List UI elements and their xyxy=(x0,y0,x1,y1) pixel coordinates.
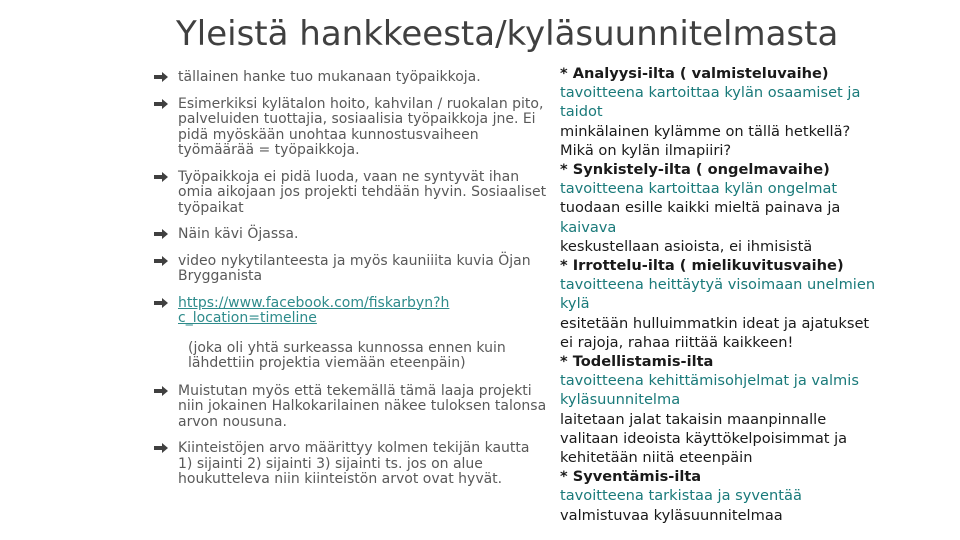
arrow-bullet-icon xyxy=(154,256,168,266)
workshop-line: laitetaan jalat takaisin maanpinnalle xyxy=(560,410,827,428)
bullet-item xyxy=(148,70,548,86)
bullet-item xyxy=(148,97,548,159)
facebook-link[interactable]: https://www.facebook.com/fiskarbyn?h c_location=timeline xyxy=(178,294,450,326)
workshop-line: kaivava xyxy=(560,218,617,236)
workshop-line: * Analyysi-ilta ( valmisteluvaihe) xyxy=(560,65,829,82)
workshop-line: tuodaan esille kaikki mieltä painava ja xyxy=(560,199,841,217)
arrow-bullet-icon xyxy=(154,298,168,308)
workshop-line: valitaan ideoista käyttökelpoisimmat ja xyxy=(560,429,848,447)
bullet-text: Esimerkiksi kylätalon hoito, kahvilan / ruokalan pito, palveluiden tuottajia, sosiaalisia työpaikkoja jne. Ei pidä myöskään unohtaa kunnostusvaiheen työmäärää = työpaikkoja. xyxy=(178,95,544,158)
bullet-text: Työpaikkoja ei pidä luoda, vaan ne syntyvät ihan omia aikojaan jos projekti tehdään hyvin. Sosiaaliset työpaikat xyxy=(178,168,547,216)
workshop-line: tavoitteena kartoittaa kylän osaamiset ja xyxy=(560,84,861,102)
workshop-line: * Synkistely-ilta ( ongelmavaihe) xyxy=(560,161,830,179)
workshop-line: esitetään hulluimmatkin ideat ja ajatukset xyxy=(560,314,870,332)
workshop-line: keskustellaan asioista, ei ihmisistä xyxy=(560,237,813,255)
workshop-line: tavoitteena kartoittaa kylän ongelmat xyxy=(560,180,838,198)
workshop-line: tavoitteena heittäytyä visoimaan unelmien xyxy=(560,276,876,294)
arrow-bullet-icon xyxy=(154,229,168,239)
workshop-line: * Syventämis-ilta xyxy=(560,468,702,486)
left-column xyxy=(148,70,548,499)
bullet-item xyxy=(148,441,548,488)
workshop-line: Mikä on kylän ilmapiiri? xyxy=(560,141,732,159)
workshop-line: * Todellistamis-ilta xyxy=(560,353,714,371)
workshop-line: tavoitteena kehittämisohjelmat ja valmis xyxy=(560,372,859,390)
arrow-bullet-icon xyxy=(154,99,168,109)
arrow-bullet-icon xyxy=(154,443,168,453)
workshop-line: tavoitteena tarkistaa ja syventää xyxy=(560,487,802,505)
workshop-line: taidot xyxy=(560,103,603,121)
bullet-item xyxy=(148,254,548,285)
bullet-text: Näin kävi Öjassa. xyxy=(178,226,299,242)
bullet-item xyxy=(148,296,548,327)
arrow-bullet-icon xyxy=(154,386,168,396)
bullet-item xyxy=(148,170,548,217)
workshop-line: kehitetään niitä eteenpäin xyxy=(560,449,753,467)
bullet-item xyxy=(148,384,548,431)
workshop-line: minkälainen kylämme on tällä hetkellä? xyxy=(560,122,851,140)
slide-title: Yleistä hankkeesta/kyläsuunnitelmasta xyxy=(176,14,839,54)
bullet-subtext: (joka oli yhtä surkeassa kunnossa ennen kuin lähdettiin projektia viemään eteenpäin) xyxy=(188,339,506,371)
workshop-line: valmistuvaa kyläsuunnitelmaa xyxy=(560,506,783,524)
arrow-bullet-icon xyxy=(154,172,168,182)
slide-margin xyxy=(0,0,148,540)
workshop-line: kylä xyxy=(560,295,590,313)
arrow-bullet-icon xyxy=(154,72,168,82)
bullet-text: video nykytilanteesta ja myös kauniiita kuvia Öjan Brygganista xyxy=(178,252,531,284)
bullet-text: tällainen hanke tuo mukanaan työpaikkoja. xyxy=(178,69,481,85)
workshop-line: ei rajoja, rahaa riittää kaikkeen! xyxy=(560,333,794,351)
bullet-item xyxy=(148,227,548,243)
right-column xyxy=(560,64,950,525)
workshop-line: kyläsuunnitelma xyxy=(560,391,681,409)
bullet-text: Muistutan myös että tekemällä tämä laaja projekti niin jokainen Halkokarilainen näkee tuloksen talonsa arvon nousuna. xyxy=(178,382,547,430)
workshop-line: * Irrottelu-ilta ( mielikuvitusvaihe) xyxy=(560,257,844,275)
bullet-text: Kiinteistöjen arvo määrittyy kolmen tekijän kautta 1) sijainti 2) sijainti 3) sijainti ts. jos on alue houkutteleva niin kiinteistön arvot ovat hyvät. xyxy=(178,440,530,487)
